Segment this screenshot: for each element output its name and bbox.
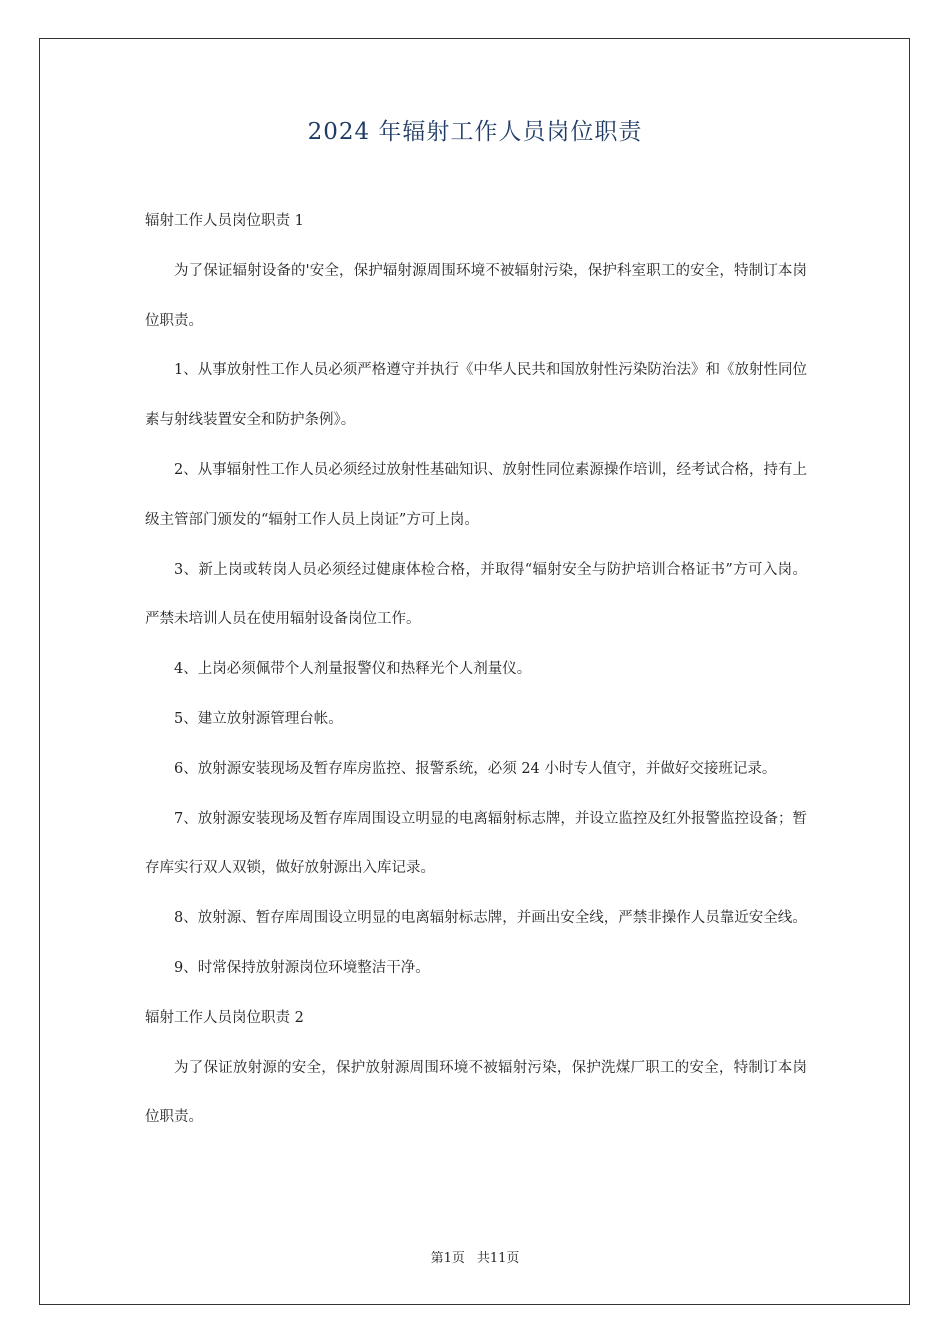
document-title: 2024 年辐射工作人员岗位职责 (307, 119, 643, 145)
paragraph: 2、从事辐射性工作人员必须经过放射性基础知识、放射性同位素源操作培训，经考试合格，持有上级主管部门颁发的“辐射工作人员上岗证”方可上岗。 (145, 461, 807, 528)
section-heading: 辐射工作人员岗位职责 2 (145, 1009, 304, 1026)
paragraph: 9、时常保持放射源岗位环境整洁干净。 (174, 959, 430, 976)
paragraph: 为了保证放射源的安全，保护放射源周围环境不被辐射污染，保护洗煤厂职工的安全，特制订本岗位职责。 (145, 1059, 807, 1126)
paragraph: 为了保证辐射设备的'安全，保护辐射源周围环境不被辐射污染，保护科室职工的安全，特制订本岗位职责。 (145, 262, 807, 329)
paragraph: 1、从事放射性工作人员必须严格遵守并执行《中华人民共和国放射性污染防治法》和《放射性同位素与射线装置安全和防护条例》。 (145, 362, 807, 429)
paragraph: 3、新上岗或转岗人员必须经过健康体检合格，并取得“辐射安全与防护培训合格证书”方可入岗。严禁未培训人员在使用辐射设备岗位工作。 (145, 561, 807, 628)
paragraph: 7、放射源安装现场及暂存库周围设立明显的电离辐射标志牌，并设立监控及红外报警监控设备；暂存库实行双人双锁，做好放射源出入库记录。 (145, 810, 807, 877)
section-heading: 辐射工作人员岗位职责 1 (145, 213, 304, 229)
paragraph: 6、放射源安装现场及暂存库房监控、报警系统，必须 24 小时专人值守，并做好交接班记录。 (174, 760, 777, 777)
page-footer (0, 1247, 950, 1266)
paragraph: 8、放射源、暂存库周围设立明显的电离辐射标志牌，并画出安全线，严禁非操作人员靠近安全线。 (174, 910, 807, 927)
paragraph: 5、建立放射源管理台帐。 (174, 710, 343, 727)
page-number: 第1页 (430, 1251, 465, 1266)
document-body (145, 197, 807, 1143)
page-total: 共11页 (476, 1251, 520, 1266)
paragraph: 4、上岗必须佩带个人剂量报警仪和热释光个人剂量仪。 (174, 661, 532, 678)
